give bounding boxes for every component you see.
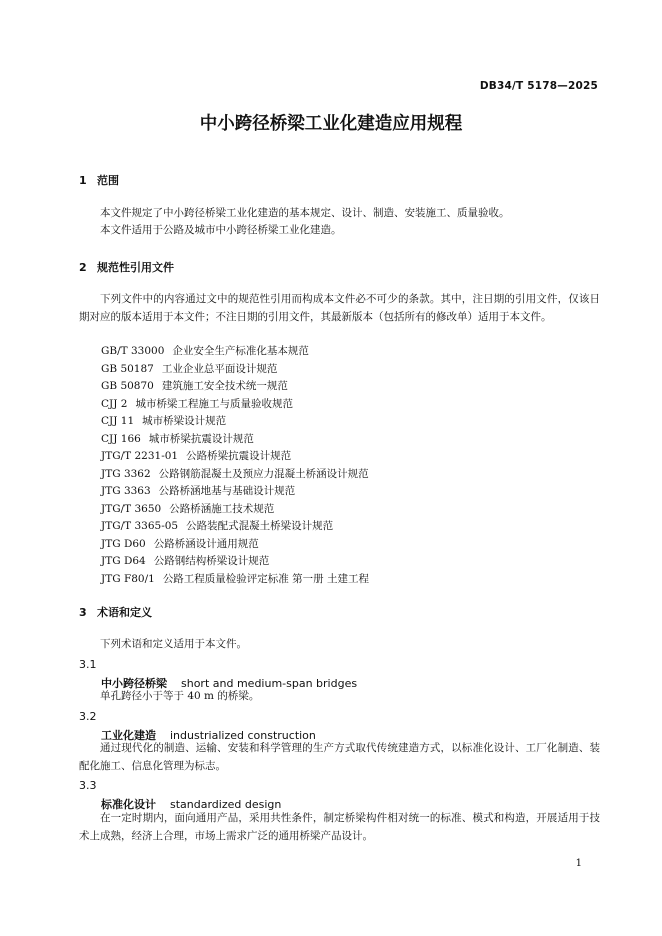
reference-item <box>101 571 369 586</box>
reference-item <box>101 553 269 568</box>
reference-title: 公路钢筋混凝土及预应力混凝土桥涵设计规范 <box>158 468 369 480</box>
reference-title: 公路桥涵地基与基础设计规范 <box>158 485 296 497</box>
references-intro: 下列文件中的内容通过文中的规范性引用而构成本文件必不可少的条款。其中，注日期的引用文件，仅该日期对应的版本适用于本文件；不注日期的引用文件，其最新版本（包括所有的修改单）适用于本文件。 <box>79 293 600 323</box>
reference-title: 工业企业总平面设计规范 <box>161 363 278 375</box>
reference-title: 城市桥梁设计规范 <box>142 415 227 427</box>
reference-title: 公路桥涵设计通用规范 <box>153 538 259 550</box>
reference-code: CJJ 166 <box>101 433 141 445</box>
reference-code: JTG/T 3365-05 <box>101 520 179 532</box>
reference-item <box>101 536 259 551</box>
reference-item <box>101 466 369 481</box>
reference-code: GB/T 33000 <box>101 345 165 357</box>
term-zh: 中小跨径桥梁 <box>101 677 167 690</box>
reference-code: JTG D64 <box>101 555 146 567</box>
reference-title: 公路工程质量检验评定标准 第一册 土建工程 <box>162 573 369 585</box>
reference-item <box>101 431 254 446</box>
term-zh: 标准化设计 <box>101 798 156 811</box>
reference-code: JTG D60 <box>101 538 146 550</box>
section-number: 1 <box>79 174 87 187</box>
reference-title: 城市桥梁抗震设计规范 <box>148 433 254 445</box>
term-definition: 单孔跨径小于等于 40 m 的桥梁。 <box>100 690 260 702</box>
reference-code: JTG/T 3650 <box>101 503 162 515</box>
reference-item <box>101 413 226 428</box>
reference-code: CJJ 11 <box>101 415 135 427</box>
term-en: industrialized construction <box>170 729 316 742</box>
reference-title: 建筑施工安全技术统一规范 <box>161 380 288 392</box>
reference-code: JTG 3362 <box>101 468 151 480</box>
section-title: 范围 <box>97 174 119 187</box>
section-3-heading <box>79 604 152 620</box>
section-title: 规范性引用文件 <box>97 261 174 274</box>
reference-code: GB 50187 <box>101 363 154 375</box>
section-1-heading <box>79 172 119 188</box>
reference-title: 公路桥梁抗震设计规范 <box>186 450 292 462</box>
term-zh: 工业化建造 <box>101 729 156 742</box>
page-number: 1 <box>575 858 582 869</box>
term-en: short and medium-span bridges <box>181 677 358 690</box>
scope-paragraph-2: 本文件适用于公路及城市中小跨径桥梁工业化建造。 <box>100 224 342 236</box>
scope-paragraph-1: 本文件规定了中小跨径桥梁工业化建造的基本规定、设计、制造、安装施工、质量验收。 <box>100 207 510 219</box>
reference-item <box>101 343 309 358</box>
reference-title: 公路桥涵施工技术规范 <box>169 503 275 515</box>
reference-item <box>101 501 274 516</box>
reference-title: 公路装配式混凝土桥梁设计规范 <box>186 520 334 532</box>
reference-item <box>101 518 333 533</box>
section-2-heading <box>79 259 174 275</box>
reference-title: 公路钢结构桥梁设计规范 <box>153 555 270 567</box>
term-number: 3.1 <box>79 658 97 671</box>
section-number: 3 <box>79 606 87 619</box>
term-number: 3.3 <box>79 779 97 792</box>
reference-code: JTG 3363 <box>101 485 151 497</box>
section-number: 2 <box>79 261 87 274</box>
section-title: 术语和定义 <box>97 606 152 619</box>
reference-title: 城市桥梁工程施工与质量验收规范 <box>135 398 293 410</box>
document-code: DB34/T 5178—2025 <box>479 80 598 92</box>
reference-title: 企业安全生产标准化基本规范 <box>172 345 309 357</box>
reference-item <box>101 396 293 411</box>
reference-item <box>101 483 295 498</box>
reference-code: JTG/T 2231-01 <box>101 450 179 462</box>
reference-code: CJJ 2 <box>101 398 128 410</box>
term-definition: 通过现代化的制造、运输、安装和科学管理的生产方式取代传统建造方式，以标准化设计、工厂化制造、装配化施工、信息化管理为标志。 <box>79 742 600 772</box>
reference-code: GB 50870 <box>101 380 154 392</box>
reference-code: JTG F80/1 <box>101 573 155 585</box>
reference-item <box>101 448 291 463</box>
page-title: 中小跨径桥梁工业化建造应用规程 <box>199 114 463 134</box>
reference-item <box>101 361 277 376</box>
terms-intro: 下列术语和定义适用于本文件。 <box>100 638 247 650</box>
term-definition: 在一定时期内，面向通用产品，采用共性条件，制定桥梁构件相对统一的标准、模式和构造，开展适用于技术上成熟，经济上合理，市场上需求广泛的通用桥梁产品设计。 <box>79 812 600 842</box>
term-number: 3.2 <box>79 710 97 723</box>
term-en: standardized design <box>170 798 282 811</box>
reference-item <box>101 378 288 393</box>
